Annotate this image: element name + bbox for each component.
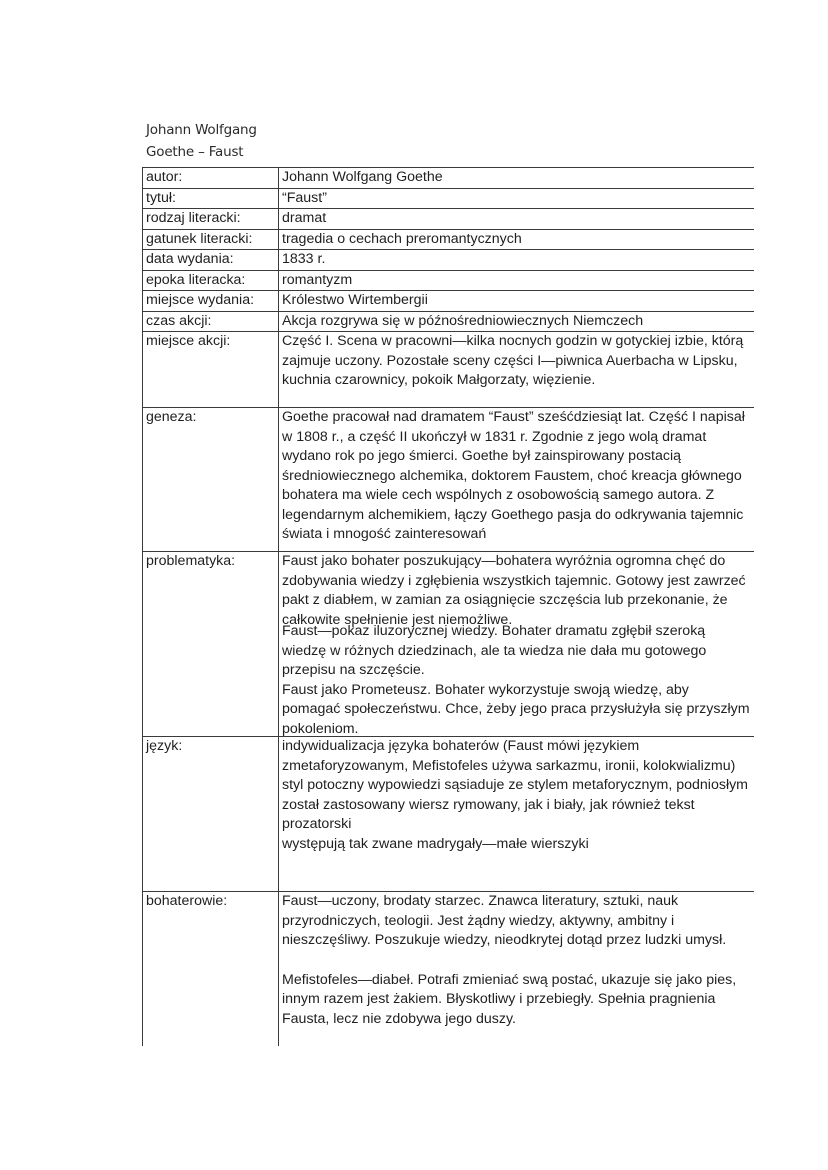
table-row-epoka [143, 270, 755, 291]
bohater-mefistofeles: Mefistofeles—diabeł. Potrafi zmieniać swą postać, ukazuje się jako pies, innym razem jest żakiem. Błyskotliwy i przebiegły. Spełnia pragnienia Fausta, lecz nie zdobywa jego duszy. [282, 971, 737, 1027]
row-label: geneza: [143, 408, 279, 552]
row-label: autor: [143, 168, 279, 189]
row-label: miejsce akcji: [143, 332, 279, 408]
row-label: data wydania: [143, 250, 279, 271]
row-label: czas akcji: [143, 311, 279, 332]
problematyka-paragraph-1: Faust jako bohater poszukujący—bohatera wyróżnia ogromna chęć do zdobywania wiedzy i zgłębienia wszystkich tajemnic. Gotowy jest zawrzeć pakt z diabłem, w zamian za osiągnięcie szczęścia lub przekonanie, że całkowite spełnienie jest niemożliwe. [282, 553, 746, 628]
table-row-gatunek [143, 229, 755, 250]
jezyk-item-2: styl potoczny wypowiedzi sąsiaduje ze stylem metaforycznym, podniosłym [282, 777, 749, 793]
row-value: 1833 r. [279, 250, 755, 271]
table-row-miejsce-wydania [143, 291, 755, 312]
row-value: dramat [279, 209, 755, 230]
table-row-problematyka [143, 552, 755, 737]
row-value [279, 737, 755, 892]
row-value: tragedia o cechach preromantycznych [279, 229, 755, 250]
problematyka-paragraph-2: Faust—pokaz iluzorycznej wiedzy. Bohater dramatu zgłębił szeroką wiedzę w różnych dziedzinach, ale ta wiedza nie dała mu gotowego przepisu na szczęście. [282, 623, 707, 678]
table-row-rodzaj [143, 209, 755, 230]
row-label: język: [143, 737, 279, 892]
table-row-autor [143, 168, 755, 189]
jezyk-item-1: indywidualizacja języka bohaterów (Faust mówi językiem zmetaforyzowanym, Mefistofeles używa sarkazmu, ironii, kolokwializmu) [282, 738, 736, 774]
document-title-line-1: Johann Wolfgang [146, 122, 257, 138]
info-table-container [142, 167, 754, 1046]
table-row-miejsce-akcji [143, 332, 755, 408]
row-value [279, 408, 755, 552]
row-label: tytuł: [143, 188, 279, 209]
row-value [279, 892, 755, 1047]
row-value: Johann Wolfgang Goethe [279, 168, 755, 189]
table-row-jezyk [143, 737, 755, 892]
row-value: romantyzm [279, 270, 755, 291]
row-value-text [282, 737, 751, 891]
table-row-geneza [143, 408, 755, 552]
row-label: problematyka: [143, 552, 279, 737]
row-value: Akcja rozgrywa się w późnośredniowiecznych Niemczech [279, 311, 755, 332]
jezyk-item-3: został zastosowany wiersz rymowany, jak i biały, jak również tekst prozatorski [282, 796, 695, 832]
row-label: bohaterowie: [143, 892, 279, 1047]
info-table [142, 167, 754, 1046]
row-value: Królestwo Wirtembergii [279, 291, 755, 312]
table-row-czas-akcji [143, 311, 755, 332]
row-value-text: Część I. Scena w pracowni—kilka nocnych godzin w gotyckiej izbie, którą zajmuje uczony. Pozostałe sceny części I—piwnica Auerbacha w Lipsku, kuchnia czarownicy, pokoik Małgorzaty, więzienie. [282, 333, 744, 388]
table-row-bohaterowie [143, 892, 755, 1047]
row-label: epoka literacka: [143, 270, 279, 291]
table-row-data-wydania [143, 250, 755, 271]
row-label: miejsce wydania: [143, 291, 279, 312]
row-value [279, 332, 755, 408]
row-value-text [282, 552, 751, 736]
row-label: gatunek literacki: [143, 229, 279, 250]
problematyka-paragraph-3: Faust jako Prometeusz. Bohater wykorzystuje swoją wiedzę, aby pomagać społeczeństwu. Chce, żeby jego praca przysłużyła się przyszłym pokoleniom. [282, 681, 750, 736]
row-value-text: Goethe pracował nad dramatem “Faust” sześćdziesiąt lat. Część I napisał w 1808 r., a część II ukończył w 1831 r. Zgodnie z jego wolą dramat wydano rok po jego śmierci. Goethe był zainspirowany postacią średniowiecznego alchemika, doktorem Faustem, choć kreacja głównego bohatera ma wiele cech wspólnych z osobowością samego autora. Z legendarnym alchemikiem, łączy Goethego pasja do odkrywania tajemnic świata i mnogość zainteresowań [282, 409, 745, 542]
table-row-tytul [143, 188, 755, 209]
bohater-faust: Faust—uczony, brodaty starzec. Znawca literatury, sztuki, nauk przyrodniczych, teologii. Jest żądny wiedzy, aktywny, ambitny i nieszczęśliwy. Poszukuje wiedzy, nieodkrytej dotąd przez ludzki umysł. [282, 893, 727, 948]
document-title-line-2: Goethe – Faust [146, 144, 244, 160]
row-value [279, 552, 755, 737]
jezyk-item-4: występują tak zwane madrygały—małe wierszyki [282, 835, 589, 852]
row-value-text [282, 892, 751, 1046]
paragraph-gap [282, 951, 751, 971]
row-label: rodzaj literacki: [143, 209, 279, 230]
row-value: “Faust” [279, 188, 755, 209]
document-title [146, 119, 257, 163]
